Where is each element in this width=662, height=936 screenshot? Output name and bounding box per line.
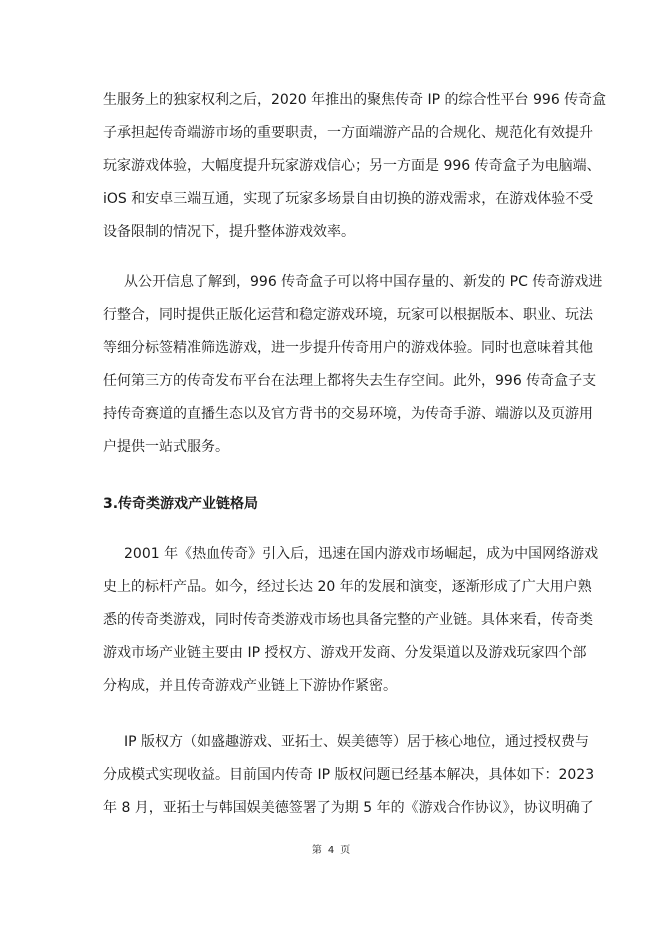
page-footer: [0, 844, 662, 858]
paragraph-line: 生服务上的独家权利之后，2020 年推出的聚焦传奇 IP 的综合性平台 996 传奇盒: [103, 92, 607, 108]
paragraph-line: 等细分标签精准筛选游戏，进一步提升传奇用户的游戏体验。同时也意味着其他: [103, 340, 593, 356]
paragraph-line: 分构成，并且传奇游戏产业链上下游协作紧密。: [103, 678, 397, 694]
section-heading: 3.传奇类游戏产业链格局: [103, 496, 259, 512]
paragraph-line: 游戏市场产业链主要由 IP 授权方、游戏开发商、分发渠道以及游戏玩家四个部: [103, 645, 587, 661]
paragraph-line: 悉的传奇类游戏，同时传奇类游戏市场也具备完整的产业链。具体来看，传奇类: [103, 612, 593, 628]
paragraph-line: 分成模式实现收益。目前国内传奇 IP 版权问题已经基本解决，具体如下：2023: [103, 767, 595, 783]
paragraph-line: 户提供一站式服务。: [103, 439, 229, 455]
paragraph-line: 玩家游戏体验，大幅度提升玩家游戏信心；另一方面是 996 传奇盒子为电脑端、: [103, 158, 601, 174]
paragraph-line: 史上的标杆产品。如今，经过长达 20 年的发展和演变，逐渐形成了广大用户熟: [103, 579, 592, 595]
paragraph-line: 持传奇赛道的直播生态以及官方背书的交易环境，为传奇手游、端游以及页游用: [103, 406, 593, 422]
page-number: 4: [327, 845, 335, 856]
paragraph-line: 年 8 月，亚拓士与韩国娱美德签署了为期 5 年的《游戏合作协议》，协议明确了: [103, 800, 594, 816]
paragraph-line: 2001 年《热血传奇》引入后，迅速在国内游戏市场崛起，成为中国网络游戏: [124, 546, 599, 562]
page-number-suffix: 页: [340, 845, 351, 856]
paragraph-line: IP 版权方（如盛趣游戏、亚拓士、娱美德等）居于核心地位，通过授权费与: [124, 734, 590, 750]
paragraph-line: 任何第三方的传奇发布平台在法理上都将失去生存空间。此外，996 传奇盒子支: [103, 373, 597, 389]
page-number-prefix: 第: [311, 845, 322, 856]
paragraph-line: iOS 和安卓三端互通，实现了玩家多场景自由切换的游戏需求，在游戏体验不受: [103, 191, 594, 207]
paragraph-line: 从公开信息了解到，996 传奇盒子可以将中国存量的、新发的 PC 传奇游戏进: [124, 274, 603, 290]
paragraph-line: 行整合，同时提供正版化运营和稳定游戏环境，玩家可以根据版本、职业、玩法: [103, 307, 593, 323]
paragraph-line: 设备限制的情况下，提升整体游戏效率。: [103, 224, 355, 240]
paragraph-line: 子承担起传奇端游市场的重要职责，一方面端游产品的合规化、规范化有效提升: [103, 125, 593, 141]
